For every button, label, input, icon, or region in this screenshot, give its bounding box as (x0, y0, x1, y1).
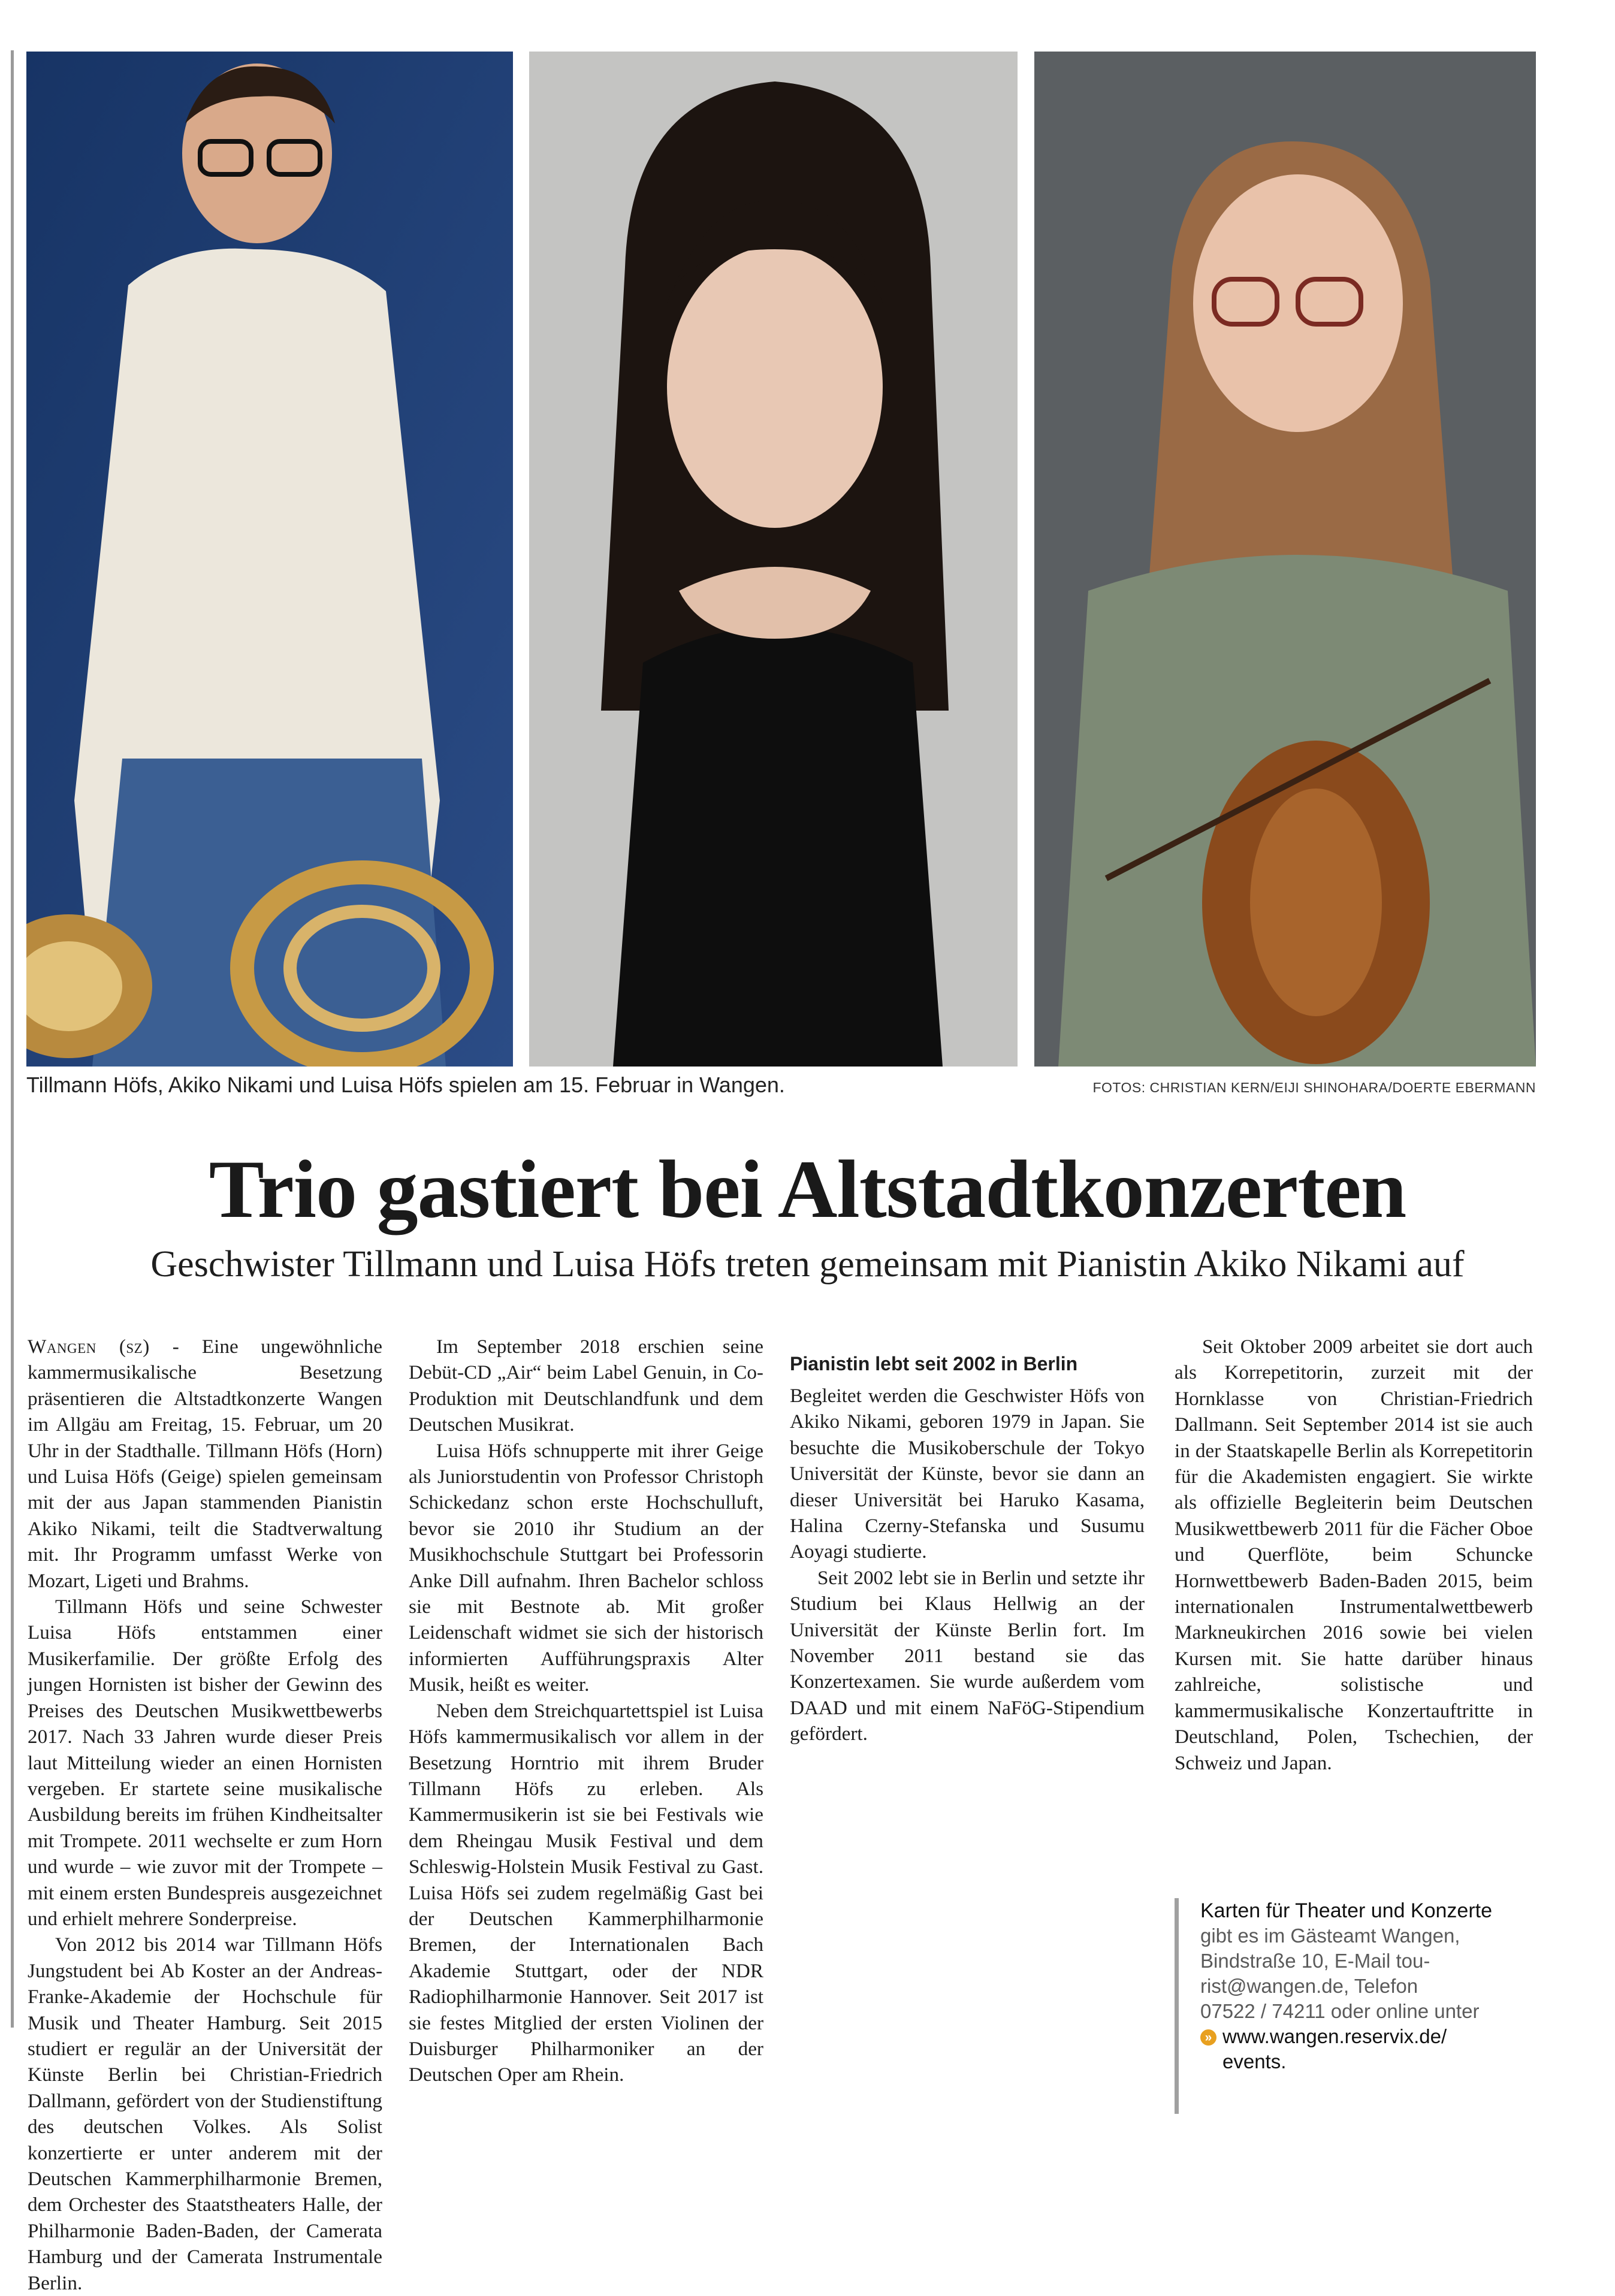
article-subhead: Pianistin lebt seit 2002 in Berlin (790, 1353, 1078, 1374)
photo-caption: Tillmann Höfs, Akiko Nikami und Luisa Höfs spielen am 15. Februar in Wangen. (26, 1073, 785, 1097)
ticket-info-line-2: Bindstraße 10, E-Mail tou- (1200, 1950, 1430, 1972)
paragraph-1-text: Eine ungewöhnliche kammermusikalische Besetzung präsentieren die Altstadtkonzerte Wangen im Allgäu am Freitag, 15. Februar, um 20 Uhr in der Stadthalle. Tillmann Höfs (Horn) und Luisa Höfs (Geige) spielen gemeinsam mit der aus Japan stammenden Pianistin Akiko Nikami, teilt die Stadtverwaltung mit. Ihr Programm umfasst Werke von Mozart, Ligeti und Brahms. (28, 1336, 383, 1592)
paragraph-7: Begleitet werden die Geschwister Höfs von Akiko Nikami, geboren 1979 in Japan. Sie besuchte die Musikoberschule der Tokyo Universität der Künste, bevor sie dann an dieser Universität bei Haruko Kasama, Halina Czerny-Stefanska und Susumu Aoyagi studierte. (790, 1385, 1145, 1563)
ticket-website-link[interactable] (1200, 2024, 1533, 2049)
article-column-1 (28, 1334, 382, 2296)
ticket-info-line-1: gibt es im Gästeamt Wangen, (1200, 1925, 1460, 1947)
paragraph-5: Luisa Höfs schnupperte mit ihrer Geige als Juniorstudentin von Professor Christoph Schickedanz schon erste Hochschulluft, bevor sie 2010 ihr Studium an der Musikhochschule Stuttgart bei Professorin Anke Dill aufnahm. Ihren Bachelor schloss sie mit Bestnote ab. Mit großer Leidenschaft widmet sie sich der historisch informierten Aufführungspraxis Alter Musik, heißt es weiter. (409, 1439, 763, 1696)
paragraph-1 (28, 1334, 382, 1594)
photo-akiko-nikami (529, 52, 1018, 1067)
left-margin-rule (11, 50, 14, 2028)
article-subheadline: Geschwister Tillmann und Luisa Höfs treten gemeinsam mit Pianistin Akiko Nikami auf (150, 1244, 1465, 1285)
article-column-3 (790, 1334, 1145, 1747)
dateline: Wangen (sz) - (28, 1336, 180, 1358)
paragraph-2: Tillmann Höfs und seine Schwester Luisa Höfs entstammen einer Musikerfamilie. Der größte Erfolg des jungen Hornisten ist bisher der Gewinn des Preises des Deutschen Musikwettbewerbs 2017. Nach 33 Jahren wurde dieser Preis laut Mitteilung wieder an einen Hornisten vergeben. Er startete seine musikalische Ausbildung bereits im frühen Kindheitsalter mit Trompete. 2011 wechselte er zum Horn und wurde – wie zuvor mit der Trompete – mit einem ersten Bundespreis ausgezeichnet und erhielt mehrere Sonderpreise. (28, 1596, 382, 1930)
photo-pianist-image (529, 52, 1018, 1067)
article-column-2 (409, 1334, 763, 2088)
paragraph-3: Von 2012 bis 2014 war Tillmann Höfs Jungstudent bei Ab Koster an der Andreas-Franke-Akademie der Hochschule für Musik und Theater Hamburg. Seit 2015 studiert er regulär an der Universität der Künste Berlin bei Christian-Friedrich Dallmann, gefördert von der Studienstiftung des deutschen Volkes. Als Solist konzertierte er unter anderem mit der Deutschen Kammerphilharmonie Bremen, dem Orchester des Staatstheaters Halle, der Philharmonie Baden-Baden, der Camerata Hamburg und der Camerata Instrumentale Berlin. (28, 1934, 382, 2294)
paragraph-6: Neben dem Streichquartettspiel ist Luisa Höfs kammermusikalisch vor allem in der Besetzung Horntrio mit ihrem Bruder Tillmann Höfs zu erleben. Als Kammermusikerin ist sie bei Festivals wie dem Rheingau Musik Festival und dem Schleswig-Holstein Musik Festival zu Gast. Luisa Höfs sei zudem regelmäßig Gast bei der Deutschen Kammerphilharmonie Bremen, der Internationalen Bach Akademie Stuttgart, oder der NDR Radiophilharmonie Hannover. Seit 2017 ist sie festes Mitglied der ersten Violinen der Duisburger Philharmoniker an der Deutschen Oper am Rhein. (409, 1699, 763, 2086)
ticket-info-line-4: 07522 / 74211 oder online unter (1200, 2000, 1480, 2022)
ticket-website-url[interactable]: www.wangen.reservix.de/ (1222, 2025, 1447, 2047)
arrow-right-icon: » (1200, 2029, 1216, 2046)
ticket-info-box (1175, 1898, 1533, 2114)
photo-luisa-hoefs (1034, 52, 1536, 1067)
photo-violinist-image (1034, 52, 1536, 1067)
paragraph-8: Seit 2002 lebt sie in Berlin und setzte ihr Studium bei Klaus Hellwig an der Universität der Künste Berlin fort. Im November 2011 bestand sie das Konzertexamen. Sie wurde außerdem vom DAAD und mit einem NaFöG-Stipendium gefördert. (790, 1566, 1145, 1745)
photo-tillmann-hoefs (26, 52, 513, 1067)
paragraph-4: Im September 2018 erschien seine Debüt-CD „Air“ beim Label Genuin, in Co-Produktion mit Deutschlandfunk und dem Deutschen Musikrat. (409, 1336, 763, 1436)
paragraph-9: Seit Oktober 2009 arbeitet sie dort auch als Korrepetitorin, zurzeit mit der Hornklasse von Christian-Friedrich Dallmann. Seit September 2014 ist sie auch in der Staatskapelle Berlin als Korrepetitorin für die Akademisten engagiert. Sie wirkte als offizielle Begleiterin beim Deutschen Musikwettbewerb 2011 für die Fächer Oboe und Querflöte, beim Schuncke Hornwettbewerb Baden-Baden 2015, beim internationalen Instrumentalwettbewerb Markneukirchen 2016 sowie bei vielen Kursen mit. Sie hatte darüber hinaus zahlreiche, solistische und kammermusikalische Konzertauftritte in Deutschland, Polen, Tschechien, der Schweiz und Japan. (1175, 1336, 1533, 1774)
ticket-website-link-cont[interactable]: events. (1222, 2050, 1287, 2073)
ticket-info-line-3: rist@wangen.de, Telefon (1200, 1975, 1418, 1997)
photo-credit: FOTOS: CHRISTIAN KERN/EIJI SHINOHARA/DOERTE EBERMANN (1092, 1080, 1536, 1095)
article-headline: Trio gastiert bei Altstadtkonzerten (209, 1143, 1406, 1235)
article-column-4 (1175, 1334, 1533, 1776)
ticket-info-title: Karten für Theater und Konzerte (1200, 1899, 1493, 1922)
photo-hornist-image (26, 52, 513, 1067)
